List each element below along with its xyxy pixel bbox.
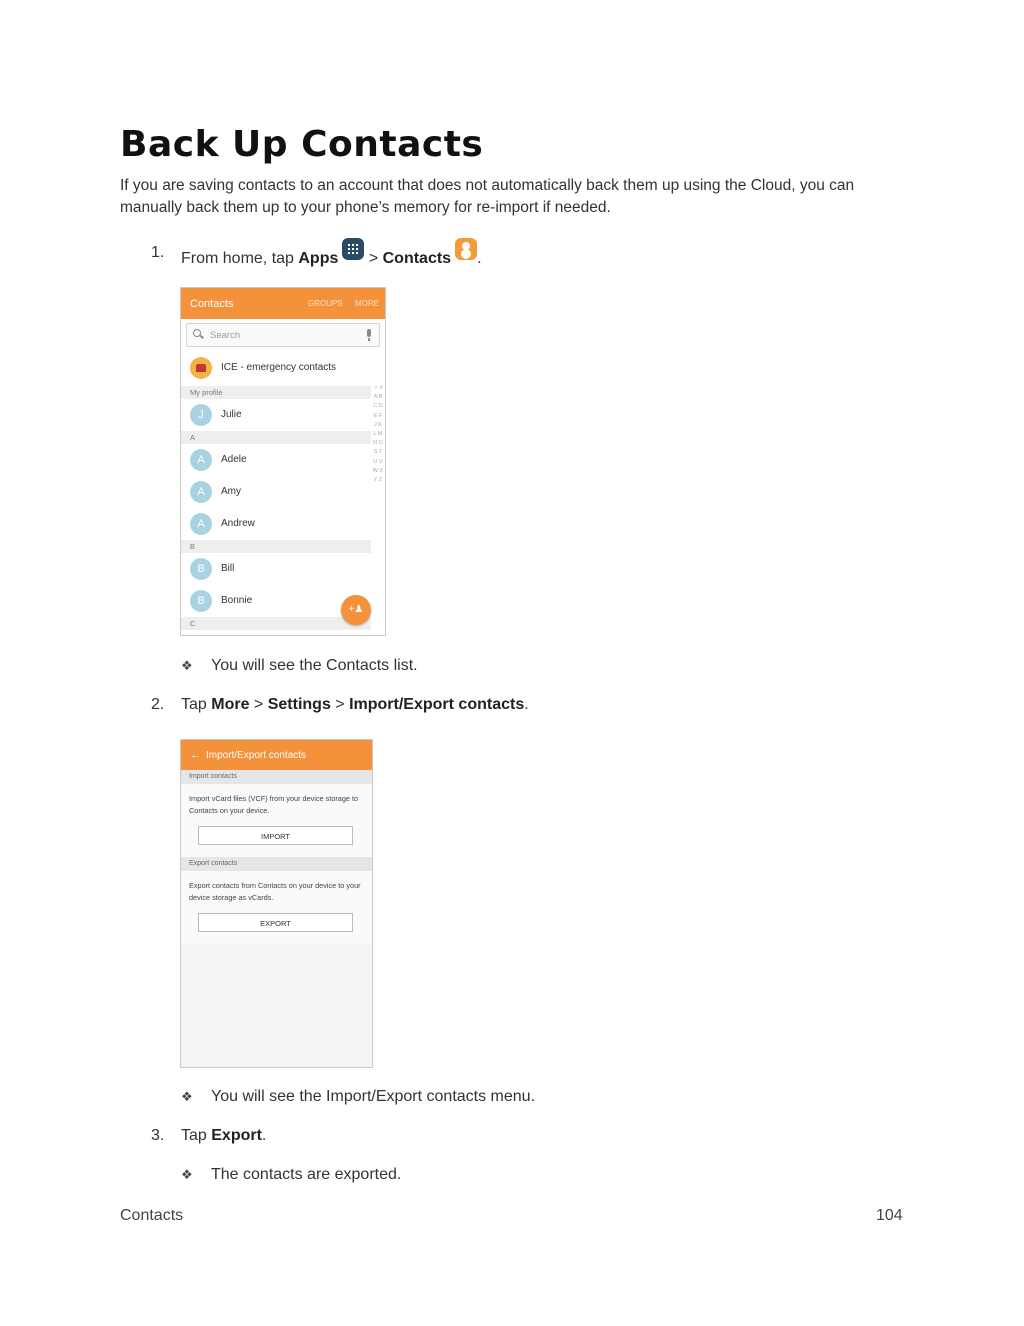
section-header: A bbox=[181, 431, 371, 444]
bullet-text: You will see the Contacts list. bbox=[211, 657, 418, 674]
contact-name: Amy bbox=[221, 486, 241, 497]
avatar: A bbox=[190, 449, 212, 471]
section-header: C bbox=[181, 617, 371, 630]
step-number: 2. bbox=[151, 696, 165, 713]
export-description: Export contacts from Contacts on your device to your device storage as vCards. bbox=[189, 881, 361, 902]
contact-name: Andrew bbox=[221, 518, 255, 529]
step-1 bbox=[151, 244, 851, 268]
avatar: A bbox=[190, 513, 212, 535]
more-menu: MORE bbox=[355, 299, 379, 308]
import-description: Import vCard files (VCF) from your device storage to Contacts on your device. bbox=[189, 794, 359, 815]
step-separator: > bbox=[364, 250, 383, 267]
microphone-icon bbox=[367, 329, 371, 337]
bullet-icon: ❖ bbox=[181, 1167, 193, 1182]
import-export-header-bar bbox=[181, 740, 372, 770]
search-field bbox=[186, 323, 380, 347]
ice-label: ICE - emergency contacts bbox=[221, 362, 337, 373]
contact-name: Julie bbox=[221, 409, 242, 420]
ice-icon bbox=[190, 357, 212, 379]
step-number: 1. bbox=[151, 244, 165, 261]
contact-name: Bill bbox=[221, 563, 235, 574]
section-header: My profile bbox=[181, 386, 371, 399]
step-3 bbox=[151, 1127, 851, 1151]
export-label: Export bbox=[211, 1127, 262, 1144]
apps-icon bbox=[342, 238, 364, 260]
step-separator: > bbox=[249, 696, 268, 713]
ice-row bbox=[181, 352, 371, 386]
list-item bbox=[181, 553, 371, 585]
step-text-part: Tap bbox=[181, 1127, 212, 1144]
import-export-label: Import/Export contacts bbox=[349, 696, 525, 713]
settings-label: Settings bbox=[267, 696, 331, 713]
groups-tab: GROUPS bbox=[308, 299, 343, 308]
bullet-icon: ❖ bbox=[181, 658, 193, 673]
list-item bbox=[181, 508, 371, 540]
list-item bbox=[181, 399, 371, 431]
export-section-header: Export contacts bbox=[181, 857, 372, 871]
list-item bbox=[181, 476, 371, 508]
back-arrow-icon: ← bbox=[190, 749, 201, 761]
contacts-app-icon bbox=[455, 238, 477, 260]
bullet-3 bbox=[181, 1166, 401, 1184]
step-2 bbox=[151, 696, 851, 720]
avatar: J bbox=[190, 404, 212, 426]
step-text bbox=[181, 696, 529, 714]
contacts-label: Contacts bbox=[382, 250, 452, 267]
step-separator: > bbox=[330, 696, 350, 713]
contacts-header-bar bbox=[181, 288, 385, 319]
footer-page-number: 104 bbox=[876, 1207, 903, 1224]
section-header: B bbox=[181, 540, 371, 553]
apps-label: Apps bbox=[298, 250, 339, 267]
import-export-screenshot bbox=[180, 739, 373, 1068]
step-text-part: From home, tap bbox=[181, 250, 299, 267]
contacts-header-title: Contacts bbox=[190, 298, 234, 310]
bullet-1 bbox=[181, 657, 418, 675]
step-number: 3. bbox=[151, 1127, 165, 1144]
bullet-text: The contacts are exported. bbox=[211, 1166, 402, 1183]
step-period: . bbox=[524, 696, 529, 713]
avatar: B bbox=[190, 558, 212, 580]
step-period: . bbox=[477, 250, 482, 267]
step-text-part: Tap bbox=[181, 696, 212, 713]
import-section-header: Import contacts bbox=[181, 770, 372, 784]
export-section bbox=[181, 871, 372, 944]
export-button: EXPORT bbox=[198, 913, 353, 932]
avatar: B bbox=[190, 590, 212, 612]
contact-name: Adele bbox=[221, 454, 247, 465]
contact-name: Bonnie bbox=[221, 595, 253, 606]
contacts-list bbox=[181, 352, 371, 630]
add-contact-icon: +♟ bbox=[341, 595, 371, 625]
more-label: More bbox=[211, 696, 250, 713]
intro-paragraph: If you are saving contacts to an account that does not automatically back them up using the Cloud, you can manually back them up to your phone’s memory for re-import if needed. bbox=[120, 177, 855, 216]
page-title: Back Up Contacts bbox=[120, 124, 484, 165]
step-period: . bbox=[261, 1127, 267, 1144]
alphabet-index: ☆ # A B C D E F J K L M N O S T U V W X Y Z bbox=[372, 385, 384, 484]
bullet-2 bbox=[181, 1088, 535, 1106]
import-export-title: Import/Export contacts bbox=[206, 750, 307, 761]
list-item bbox=[181, 444, 371, 476]
search-placeholder: Search bbox=[210, 330, 241, 341]
search-icon bbox=[193, 329, 201, 337]
step-text bbox=[181, 1127, 266, 1145]
avatar: A bbox=[190, 481, 212, 503]
footer-section-name: Contacts bbox=[120, 1207, 184, 1224]
bullet-icon: ❖ bbox=[181, 1089, 193, 1104]
import-button: IMPORT bbox=[198, 826, 353, 845]
import-section bbox=[181, 784, 372, 857]
bullet-text: You will see the Import/Export contacts menu. bbox=[211, 1088, 536, 1105]
step-text bbox=[181, 244, 482, 268]
contacts-list-screenshot bbox=[180, 287, 386, 636]
